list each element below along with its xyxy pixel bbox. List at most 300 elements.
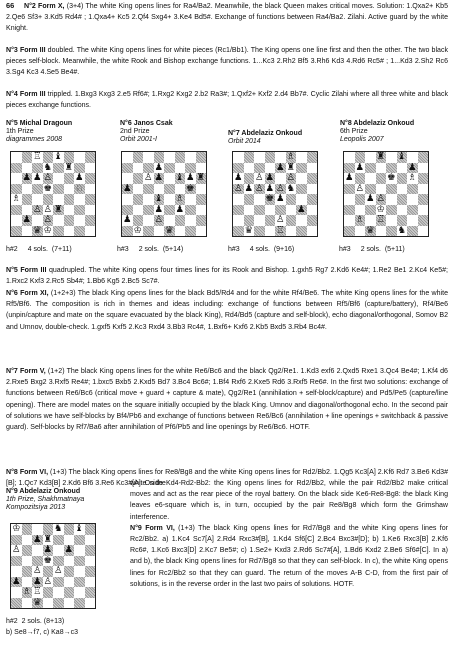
chess-piece-icon: ♙ — [43, 214, 53, 225]
board-square — [74, 545, 85, 556]
board-square — [196, 205, 207, 216]
twin-conditions: b) Se8→f7, c) Ka8→c3 — [6, 629, 78, 636]
paragraph-n7 — [6, 366, 448, 433]
board-square — [386, 152, 397, 163]
board-square — [74, 598, 85, 609]
chess-piece-icon: ♙ — [143, 172, 153, 183]
chess-piece-icon: ♞ — [53, 523, 63, 534]
board-square — [407, 184, 418, 195]
chess-piece-icon: ♟ — [296, 203, 306, 215]
board-square — [386, 184, 397, 195]
chess-piece-icon: ♝ — [154, 193, 164, 204]
board-square — [254, 152, 265, 163]
chess-piece-icon: ♛ — [244, 224, 254, 236]
chess-piece-icon: ♝ — [53, 151, 63, 162]
board-square — [85, 215, 96, 226]
chess-piece-icon: ♙ — [11, 544, 21, 555]
chess-piece-icon: ♟ — [244, 182, 254, 194]
board-square — [344, 215, 355, 226]
board-square — [11, 566, 22, 577]
piece-count: (5+11) — [384, 246, 405, 253]
chess-piece-icon: ♙ — [43, 575, 53, 587]
board-square — [185, 226, 196, 237]
board-square — [85, 184, 96, 195]
board-square — [43, 598, 54, 609]
diagram-source: diagrammes 2008 — [6, 136, 63, 143]
paragraph-n4 — [6, 89, 448, 111]
chess-piece-icon: ♙ — [32, 203, 42, 215]
board-square — [85, 587, 96, 598]
board-square — [143, 152, 154, 163]
diagram-prize: 6th Prize — [340, 128, 368, 135]
board-square — [64, 577, 75, 588]
board-square — [64, 587, 75, 598]
chess-piece-icon: ♔ — [11, 523, 21, 534]
board-square — [254, 226, 265, 237]
chess-piece-icon: ♙ — [275, 182, 285, 194]
board-square — [11, 215, 22, 226]
chess-piece-icon: ♟ — [185, 172, 195, 183]
board-square — [164, 163, 175, 174]
board-square — [307, 152, 318, 163]
para-text: white side Kd4-Rd2-Bb2: the King opens lines for Rd2/Bb2, while the pair Rd2/Bb2 make critical moves and act as the rear piece of the royal battery. On the black side Ke6-Re8-Bg8: the black King leaves e6-square which is, in turn, occupied by the pair Re8/Bg8 which form the Grimshaw interference. — [130, 480, 448, 521]
board-square — [185, 194, 196, 205]
board-square — [365, 173, 376, 184]
board-square — [286, 205, 297, 216]
stipulation: h#3 — [339, 246, 351, 253]
board-square — [244, 152, 255, 163]
diagram-source: Orbit 2014 — [228, 138, 261, 145]
para-lead: N°5 Form III — [6, 267, 47, 274]
chess-piece-icon: ♙ — [275, 214, 285, 225]
board-square — [53, 184, 64, 195]
board-square — [244, 163, 255, 174]
diagram-8-header — [340, 120, 414, 144]
chess-piece-icon: ♝ — [175, 172, 185, 183]
board-square — [22, 545, 33, 556]
para-lead: N°3 Form III — [6, 47, 46, 54]
chess-piece-icon: ♖ — [32, 151, 42, 162]
para-text: (1+3) The black King opens lines for Rd7/Bg8 and the white King opens lines for Rc2/Bb2. a) 1.Kc4 Sc7[A] 2.Rd4 Rxc3#[B], 1.Kd4 Sf6[C] 2.Bc4 Bxc3#[D]; b) 1.Ke6 Rxc3[B] 2.Kf6 Rc6#, 1.Kc6 Bxc3[D] 2.Kc7 Be5#; c) 1.Se2+ Kxd3 2.Rd6 Sc7#[A], 1.Bd6 Kxd2 2.Be6 Sf6#[C]. In a) and b), the black King opens lines for Rd7/Bg8 so that they can self-block. In c), the white King opens lines for Rc2/Bb2 so that they can guard. The return of the moves A-B C-D, from the first pair of solutions, is in the reverse order in the last two pairs of solutions. HOTF. — [130, 524, 448, 588]
board-square — [307, 205, 318, 216]
chess-piece-icon: ♚ — [43, 554, 53, 566]
chess-piece-icon: ♙ — [254, 172, 264, 183]
diagram-source: Kompozitsiya 2013 — [6, 504, 66, 511]
board-square — [397, 215, 408, 226]
chess-piece-icon: ♟ — [32, 172, 42, 183]
para-text: (3+4) The white King opens lines for Ra4/Ba2. Meanwhile, the black Queen makes critical moves. Solution: 1.Qxa2+ Kb5 2.Qe6 Sf3+ 3.Kd5 Rd4# ; 1.Qxa4+ Kc5 2.Qf4 Sxg4+ 3.Ke4 Bd5#. Exchange of functions between Ra4/Ba2. Zilahi. Active guard by the white Knight. — [6, 3, 448, 33]
para-lead: N°6 Form XI, — [6, 290, 49, 297]
board-square — [296, 226, 307, 237]
para-lead: N°9 Form VI, — [130, 524, 175, 532]
board-square — [355, 194, 366, 205]
para-lead: N°4 Form III — [6, 91, 46, 98]
chess-piece-icon: ♖ — [275, 224, 285, 236]
board-square — [85, 566, 96, 577]
chess-piece-icon: ♚ — [265, 193, 275, 204]
board-square — [307, 173, 318, 184]
board-square — [376, 163, 387, 174]
board-square — [43, 566, 54, 577]
chess-piece-icon: ♟ — [344, 172, 354, 183]
board-square — [286, 226, 297, 237]
diagram-5-header — [6, 120, 72, 144]
chess-piece-icon: ♛ — [365, 224, 375, 236]
board-square — [418, 173, 429, 184]
board-square — [11, 598, 22, 609]
board-square — [43, 587, 54, 598]
board-square — [244, 215, 255, 226]
board-square — [11, 556, 22, 567]
board-square — [196, 152, 207, 163]
board-square — [365, 215, 376, 226]
board-square — [244, 205, 255, 216]
para-lead: N°2 Form X, — [24, 3, 65, 10]
board-square — [233, 205, 244, 216]
board-square — [74, 556, 85, 567]
board-square — [143, 226, 154, 237]
board-square — [64, 556, 75, 567]
board-square — [53, 226, 64, 237]
paragraph-n3 — [6, 45, 448, 79]
board-square — [133, 194, 144, 205]
board-square — [74, 577, 85, 588]
chess-piece-icon: ♞ — [43, 161, 53, 173]
board-square — [355, 152, 366, 163]
board-square — [365, 205, 376, 216]
board-square — [397, 194, 408, 205]
board-square — [344, 226, 355, 237]
board-square — [164, 184, 175, 195]
board-square — [307, 226, 318, 237]
chess-piece-icon: ♝ — [74, 523, 84, 534]
board-square — [233, 194, 244, 205]
chess-piece-icon: ♔ — [43, 224, 53, 236]
board-square — [254, 215, 265, 226]
board-square — [418, 184, 429, 195]
board-square — [143, 215, 154, 226]
chess-piece-icon: ♗ — [22, 586, 32, 597]
board-square — [143, 194, 154, 205]
diagram-prize: 1th Prize, Shakhmatnaya — [6, 496, 85, 503]
board-square — [365, 152, 376, 163]
board-square — [407, 194, 418, 205]
board-square — [53, 598, 64, 609]
board-square — [307, 215, 318, 226]
board-square — [185, 152, 196, 163]
board-square — [344, 152, 355, 163]
chess-piece-icon: ♟ — [43, 544, 53, 555]
board-square — [355, 173, 366, 184]
board-square — [376, 173, 387, 184]
diagram-9-header — [6, 488, 84, 512]
diagram-9-twins — [6, 628, 78, 637]
board-square — [11, 173, 22, 184]
chess-piece-icon: ♟ — [355, 161, 365, 173]
board-square — [32, 184, 43, 195]
paragraph-n6 — [6, 288, 448, 333]
chess-piece-icon: ♟ — [122, 214, 132, 225]
board-square — [164, 173, 175, 184]
board-square — [233, 226, 244, 237]
chess-piece-icon: ♗ — [11, 193, 21, 204]
chess-piece-icon: ♗ — [175, 193, 185, 204]
piece-count: (7+11) — [51, 246, 72, 253]
chess-piece-icon: ♙ — [286, 172, 296, 183]
chess-piece-icon: ♗ — [355, 214, 365, 225]
chess-piece-icon: ♙ — [53, 565, 63, 576]
board-square — [244, 173, 255, 184]
board-square — [85, 226, 96, 237]
board-square — [133, 215, 144, 226]
board-square — [418, 194, 429, 205]
chess-piece-icon: ♙ — [43, 203, 53, 215]
chess-piece-icon: ♟ — [265, 172, 275, 183]
chess-piece-icon: ♟ — [64, 544, 74, 555]
chess-piece-icon: ♟ — [233, 172, 243, 183]
board-square — [254, 194, 265, 205]
board-square — [296, 163, 307, 174]
board-square — [296, 184, 307, 195]
piece-count: (5+14) — [162, 246, 184, 253]
board-square — [286, 194, 297, 205]
board-square — [386, 194, 397, 205]
board-square — [386, 205, 397, 216]
chess-piece-icon: ♙ — [32, 565, 42, 576]
board-square — [32, 545, 43, 556]
chess-board-9 — [10, 523, 96, 609]
board-square — [64, 173, 75, 184]
board-square — [164, 194, 175, 205]
chess-piece-icon: ♟ — [22, 172, 32, 183]
diagram-5-caption — [6, 245, 72, 254]
board-square — [122, 173, 133, 184]
para-text: (1+3) The black King opens lines for Re8/Bg8 and the white King opens lines for Rd2/Bb2. 1.Qg5 Kc3[A] 2.Kf6 Rd7 3.Be6 Kd3#[B]; 1.Qc7 Kd3[B] 2.Kd6 Bf6 3.Re6 Kc3#[A]. On the — [6, 469, 448, 488]
chess-piece-icon: ♟ — [154, 161, 164, 173]
chess-piece-icon: ♟ — [122, 182, 132, 194]
para-text: (1+2) The black King opens lines for the white Re6/Bc6 and the black Qg2/Re1. 1.Kd3 exf6 2.Qxd5 Rxe1 3.Qc4 Be4#; 1.Kf4 d6 2.Rxe5 Bxg2 3.Rxf5 Re4#; 1.bxc5 Bxb5 2.Kxd5 Bd7 3.Bc4 Bc6#; 1.Bf4 Rxf6 2.Kxe5 Rd6 3.Rxf5 Re6#. In the first two solutions: exchange of functions between Re6/Bc6 (critical move + guard + capture & mate), Qg2/Re1 (annihilation + self-block/capture) and Pd5/Pe5 (capture/line opening). There are model mates on the square initially occupied by the black King. Umnov and diagonal/orthogonal echo. In the second pair of solutions we have self-blocks by Bf4/Pb6 and exchange of functions between Re6/Bc6 (annihilation + line openings + switchback & passive guard). Self-blocks by Rf7/Ba6 after annihilation of Pf6/Pb5 and line openings by Re6/Bc6. HOTF. — [6, 368, 448, 432]
board-square — [11, 205, 22, 216]
board-square — [418, 152, 429, 163]
board-square — [265, 226, 276, 237]
board-square — [407, 215, 418, 226]
board-square — [74, 535, 85, 546]
chess-piece-icon: ♞ — [286, 182, 296, 194]
chess-piece-icon: ♟ — [11, 575, 21, 587]
board-square — [53, 215, 64, 226]
board-square — [85, 205, 96, 216]
chess-piece-icon: ♟ — [32, 575, 42, 587]
para-lead: N°8 Form VI, — [6, 469, 49, 476]
board-square — [43, 524, 54, 535]
board-square — [85, 577, 96, 588]
board-square — [74, 226, 85, 237]
chess-piece-icon: ♜ — [196, 172, 206, 183]
chess-piece-icon: ♟ — [175, 203, 185, 215]
board-square — [196, 184, 207, 195]
board-square — [355, 226, 366, 237]
board-square — [296, 152, 307, 163]
board-square — [133, 184, 144, 195]
board-square — [22, 524, 33, 535]
board-square — [275, 173, 286, 184]
board-square — [22, 535, 33, 546]
piece-count: (8+13) — [43, 618, 65, 625]
board-square — [85, 545, 96, 556]
board-square — [64, 226, 75, 237]
board-square — [32, 215, 43, 226]
board-square — [122, 226, 133, 237]
board-square — [11, 587, 22, 598]
board-square — [64, 566, 75, 577]
diagram-number: N°7 Abdelaziz Onkoud — [228, 130, 303, 137]
diagram-prize: 1th Prize — [6, 128, 34, 135]
board-square — [122, 152, 133, 163]
stipulation: h#2 — [6, 246, 18, 253]
chess-piece-icon: ♟ — [154, 172, 164, 183]
board-square — [53, 577, 64, 588]
board-square — [22, 152, 33, 163]
board-square — [233, 152, 244, 163]
board-square — [11, 163, 22, 174]
chess-board-5 — [10, 151, 96, 237]
board-square — [122, 194, 133, 205]
board-square — [74, 215, 85, 226]
piece-count: (9+16) — [273, 246, 295, 253]
board-square — [164, 205, 175, 216]
board-square — [133, 163, 144, 174]
board-square — [85, 556, 96, 567]
chess-piece-icon: ♔ — [376, 203, 386, 215]
diagram-6-header — [120, 120, 173, 144]
diagram-number: N°8 Abdelaziz Onkoud — [340, 120, 415, 127]
chess-piece-icon: ♖ — [376, 214, 386, 225]
board-square — [64, 152, 75, 163]
diagram-number: N°6 Janos Csak — [120, 120, 173, 127]
chess-piece-icon: ♙ — [233, 182, 243, 194]
board-square — [53, 535, 64, 546]
board-square — [344, 184, 355, 195]
chess-piece-icon: ♟ — [74, 172, 84, 183]
chess-piece-icon: ♛ — [164, 224, 174, 236]
chess-piece-icon: ♗ — [286, 151, 296, 162]
board-square — [296, 215, 307, 226]
board-square — [344, 205, 355, 216]
diagram-source: Orbit 2001-I — [120, 136, 157, 143]
board-square — [418, 215, 429, 226]
chess-piece-icon: ♝ — [397, 151, 407, 162]
board-square — [307, 184, 318, 195]
solution-count: 4 sols. — [27, 246, 48, 253]
board-square — [296, 173, 307, 184]
chess-piece-icon: ♞ — [397, 224, 407, 236]
board-square — [254, 205, 265, 216]
board-square — [64, 184, 75, 195]
board-square — [85, 194, 96, 205]
board-square — [196, 215, 207, 226]
chess-piece-icon: ♙ — [254, 182, 264, 194]
board-square — [22, 566, 33, 577]
board-square — [85, 163, 96, 174]
chess-piece-icon: ♚ — [386, 172, 396, 183]
board-square — [196, 194, 207, 205]
chess-piece-icon: ♚ — [43, 182, 53, 194]
chess-piece-icon: ♙ — [43, 172, 53, 183]
board-square — [386, 215, 397, 226]
chess-piece-icon: ♗ — [407, 172, 417, 183]
paragraph-n5 — [6, 265, 448, 287]
chess-piece-icon: ♟ — [22, 214, 32, 225]
para-text: quadrupled. The white King opens four times lines for its Rook and Bishop. 1.gxh5 Rg7 2.Kd6 Ke4#; 1.Re2 Be1 2.Kc4 Ke5#; 1.Rxc2 Kxf3 2.Rc5 Sb4#; 1.Bb6 Kg5 2.Bc5 Sc7#. — [6, 267, 449, 286]
board-square — [407, 205, 418, 216]
board-square — [307, 163, 318, 174]
chess-board-6 — [121, 151, 207, 237]
diagram-6-caption — [117, 245, 183, 254]
board-square — [11, 152, 22, 163]
board-square — [286, 215, 297, 226]
board-square — [397, 163, 408, 174]
chess-piece-icon: ♙ — [154, 214, 164, 225]
diagram-7-header — [228, 130, 302, 146]
chess-piece-icon: ♜ — [286, 161, 296, 173]
board-square — [64, 194, 75, 205]
board-square — [22, 194, 33, 205]
board-square — [53, 545, 64, 556]
side-column-text — [130, 478, 448, 590]
board-square — [22, 598, 33, 609]
board-square — [74, 587, 85, 598]
board-square — [143, 205, 154, 216]
chess-piece-icon: ♟ — [365, 193, 375, 204]
board-square — [122, 163, 133, 174]
board-square — [64, 524, 75, 535]
board-square — [32, 524, 43, 535]
diagram-number: N°9 Abdelaziz Onkoud — [6, 488, 81, 495]
board-square — [43, 194, 54, 205]
chess-piece-icon: ♘ — [74, 182, 84, 194]
diagram-number: N°5 Michal Dragoun — [6, 120, 73, 127]
solution-count: 4 sols. — [249, 246, 270, 253]
diagram-8-caption — [339, 245, 405, 254]
board-square — [175, 152, 186, 163]
board-square — [32, 194, 43, 205]
board-square — [265, 215, 276, 226]
board-square — [376, 226, 387, 237]
board-square — [265, 205, 276, 216]
chess-piece-icon: ♜ — [376, 151, 386, 162]
board-square — [164, 215, 175, 226]
chess-piece-icon: ♟ — [275, 161, 285, 173]
board-square — [418, 163, 429, 174]
chess-piece-icon: ♟ — [275, 193, 285, 204]
chess-piece-icon: ♙ — [355, 182, 365, 194]
para-text: doubled. The white King opens lines for white pieces (Rc1/Bb1). The King opens one line first and then the other. The two black pieces self-block. Meanwhile, the white Rook and Bishop exchange functions. 1...Kc3 2.Rh2 Bf5 3.Rh6 Kd3 4.Rd6 Rc5# ; 1...Kd3 2.Sh2 Rc6 3.Sg4 Kc3 4.Se5 Be4#. — [6, 47, 448, 77]
stipulation: h#2 — [6, 618, 18, 625]
board-square — [386, 226, 397, 237]
board-square — [53, 194, 64, 205]
board-square — [53, 587, 64, 598]
diagram-9-caption — [6, 617, 64, 626]
paragraph-n2 — [6, 1, 448, 35]
chess-piece-icon: ♛ — [32, 596, 42, 608]
chess-piece-icon: ♟ — [154, 203, 164, 215]
board-square — [133, 173, 144, 184]
board-square — [64, 215, 75, 226]
board-square — [175, 226, 186, 237]
chess-board-7 — [232, 151, 318, 237]
chess-piece-icon: ♙ — [376, 193, 386, 204]
board-square — [407, 152, 418, 163]
